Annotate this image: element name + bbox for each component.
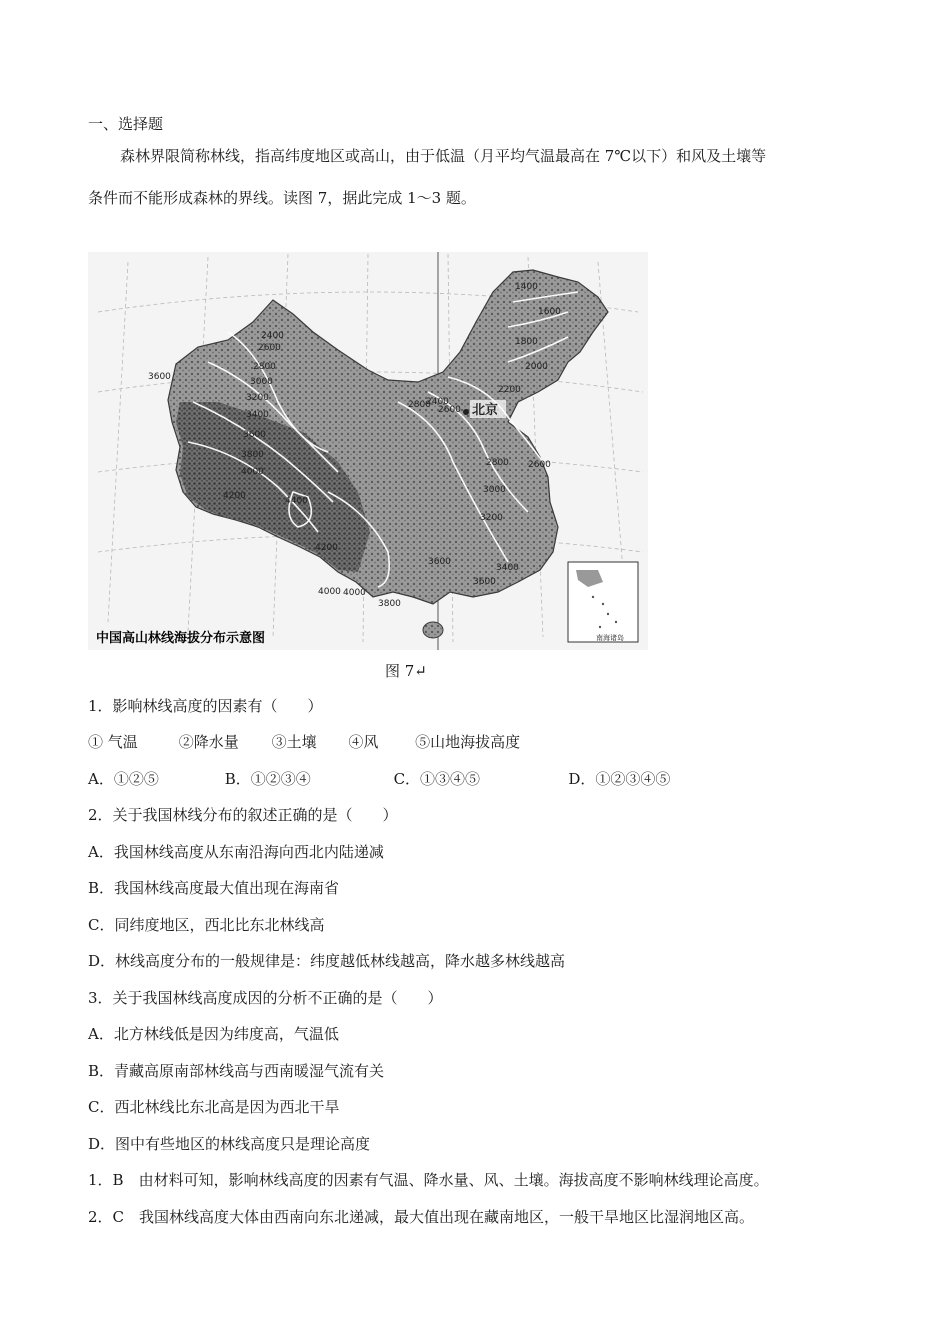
svg-text:1400: 1400 — [515, 282, 538, 292]
svg-text:3600: 3600 — [148, 372, 171, 382]
question-3-stem: 3．关于我国林线高度成因的分析不正确的是（ ） — [88, 989, 443, 1007]
option-b: B．①②③④ — [224, 770, 311, 788]
forest-line-map — [88, 252, 648, 650]
intro-line-2: 条件而不能形成森林的界线。读图 7，据此完成 1～3 题。 — [88, 189, 476, 207]
svg-text:4000: 4000 — [318, 587, 341, 597]
factor-item: ① 气温 — [88, 733, 138, 751]
option-c: C．①③④⑤ — [393, 770, 481, 788]
svg-text:2200: 2200 — [498, 385, 521, 395]
figure-caption: 图 7↵ — [385, 662, 427, 680]
question-1-options — [88, 769, 670, 789]
china-map-figure — [88, 252, 648, 650]
svg-text:3400: 3400 — [496, 563, 519, 573]
svg-text:2600: 2600 — [528, 460, 551, 470]
hainan-island — [423, 622, 443, 638]
answer-1: 1．B 由材料可知，影响林线高度的因素有气温、降水量、风、土壤。海拔高度不影响林线理论高度。 — [88, 1171, 769, 1189]
section-title: 一、选择题 — [88, 115, 164, 133]
factor-item: ②降水量 — [178, 733, 239, 751]
svg-text:3600: 3600 — [473, 577, 496, 587]
map-title: 中国高山林线海拔分布示意图 — [96, 631, 266, 646]
question-3-option-d: D．图中有些地区的林线高度只是理论高度 — [88, 1135, 371, 1153]
svg-text:2600: 2600 — [258, 343, 281, 353]
question-2-option-c: C．同纬度地区，西北比东北林线高 — [88, 916, 325, 934]
svg-text:2400: 2400 — [261, 331, 284, 341]
option-a: A．①②⑤ — [88, 770, 159, 788]
svg-text:3800: 3800 — [378, 599, 401, 609]
svg-text:1800: 1800 — [515, 337, 538, 347]
factor-item: ③土壤 — [271, 733, 317, 751]
city-label-beijing: 北京 — [472, 403, 499, 418]
question-3-option-b: B．青藏高原南部林线高与西南暖湿气流有关 — [88, 1062, 385, 1080]
beijing-marker — [463, 409, 469, 415]
option-d: D．①②③④⑤ — [568, 770, 671, 788]
question-3-option-a: A．北方林线低是因为纬度高，气温低 — [88, 1025, 339, 1043]
question-1-factors — [88, 732, 520, 752]
svg-text:4200: 4200 — [223, 491, 246, 501]
svg-text:2600: 2600 — [438, 405, 461, 415]
inset-label: 南海诸岛 — [596, 634, 624, 642]
svg-text:3000: 3000 — [250, 377, 273, 387]
svg-text:2000: 2000 — [525, 362, 548, 372]
svg-text:3800: 3800 — [241, 450, 264, 460]
question-2-option-b: B．我国林线高度最大值出现在海南省 — [88, 879, 340, 897]
svg-text:2800: 2800 — [486, 458, 509, 468]
svg-text:4000: 4000 — [343, 588, 366, 598]
svg-text:2400: 2400 — [426, 397, 449, 407]
svg-text:3600: 3600 — [428, 557, 451, 567]
svg-text:4200: 4200 — [315, 543, 338, 553]
question-2-option-d: D．林线高度分布的一般规律是：纬度越低林线越高，降水越多林线越高 — [88, 952, 566, 970]
answer-2: 2．C 我国林线高度大体由西南向东北递减，最大值出现在藏南地区，一般干旱地区比湿润地区高。 — [88, 1208, 755, 1226]
svg-text:4000: 4000 — [241, 467, 264, 477]
svg-text:3000: 3000 — [483, 485, 506, 495]
question-2-stem: 2．关于我国林线分布的叙述正确的是（ ） — [88, 806, 398, 824]
factor-item: ④风 — [348, 733, 379, 751]
svg-text:3200: 3200 — [246, 393, 269, 403]
question-3-option-c: C．西北林线比东北高是因为西北干旱 — [88, 1098, 340, 1116]
intro-line-1: 森林界限简称林线，指高纬度地区或高山，由于低温（月平均气温最高在 7℃以下）和风及土壤等 — [120, 147, 767, 165]
svg-text:4400: 4400 — [285, 496, 308, 506]
svg-text:2800: 2800 — [408, 400, 431, 410]
factor-item: ⑤山地海拔高度 — [415, 733, 521, 751]
svg-text:3400: 3400 — [246, 410, 269, 420]
svg-text:1600: 1600 — [538, 307, 561, 317]
svg-text:3200: 3200 — [480, 513, 503, 523]
svg-text:2800: 2800 — [253, 362, 276, 372]
question-2-option-a: A．我国林线高度从东南沿海向西北内陆递减 — [88, 843, 384, 861]
svg-text:3600: 3600 — [243, 430, 266, 440]
question-1-stem: 1．影响林线高度的因素有（ ） — [88, 697, 323, 715]
